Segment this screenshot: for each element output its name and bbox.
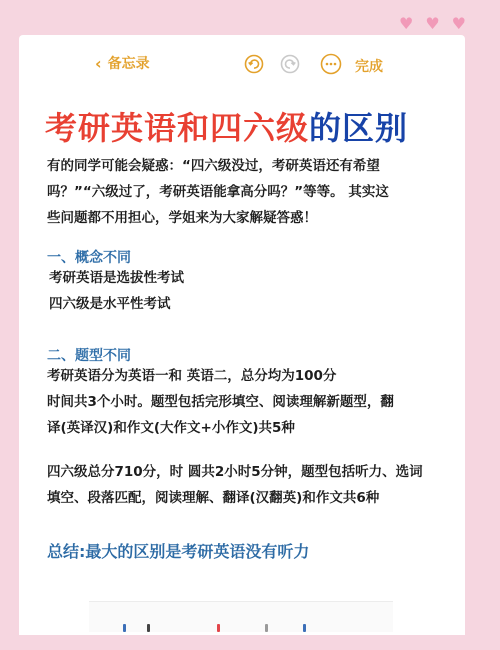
section2-line: 考研英语分为英语一和 英语二，总分均为100分: [47, 368, 337, 384]
section2-line: 四六级总分710分，时 圆共2小时5分钟，题型包括听力、选词: [47, 464, 423, 480]
section1-line: 四六级是水平性考试: [49, 296, 171, 312]
title-part-red: 考研英语和四六级: [45, 109, 310, 147]
pen-icon: [217, 624, 220, 632]
section2-line: 译(英译汉)和作文(大作文+小作文)共5种: [47, 420, 295, 436]
section1-heading: 一、概念不同: [47, 250, 131, 266]
pen-icon: [147, 624, 150, 632]
intro-line: 些问题都不用担心，学姐来为大家解疑答惑！: [47, 210, 317, 226]
chevron-left-icon: ‹: [95, 53, 102, 73]
decorative-hearts: [399, 16, 466, 32]
summary-text: 总结:最大的区别是考研英语没有听力: [47, 542, 310, 561]
section2-heading: 二、题型不同: [47, 348, 131, 364]
edit-history-icons: [243, 53, 301, 75]
section2-kaoyan-body: [47, 363, 447, 441]
done-button[interactable]: 完成: [355, 59, 383, 75]
intro-paragraph: [47, 153, 447, 231]
title-part-blue: 的区别: [309, 109, 409, 147]
heart-icon: ♥: [398, 14, 414, 33]
section2-cet-body: [47, 459, 457, 511]
note-card: [19, 35, 465, 635]
heart-icon: ♥: [451, 14, 466, 33]
pen-icon: [303, 624, 306, 632]
section2-line: 时间共3个小时。题型包括完形填空、阅读理解新题型，翻: [47, 394, 394, 410]
back-button[interactable]: [95, 53, 150, 73]
heart-icon: ♥: [425, 14, 440, 33]
back-label: 备忘录: [107, 56, 150, 72]
pen-icon: [265, 624, 268, 632]
bottom-decorative-strip: [89, 601, 393, 632]
note-toolbar: [19, 53, 465, 79]
section1-body: [49, 265, 449, 317]
section2-line: 填空、段落匹配，阅读理解、翻译(汉翻英)和作文共6种: [47, 490, 380, 506]
intro-line: 吗？”“六级过了，考研英语能拿高分吗？”等等。 其实这: [47, 184, 389, 200]
redo-icon[interactable]: [279, 53, 301, 75]
section1-line: 考研英语是选拔性考试: [49, 270, 184, 286]
more-icon[interactable]: [320, 53, 342, 75]
page-title: [45, 103, 465, 149]
intro-line: 有的同学可能会疑惑：“四六级没过，考研英语还有希望: [47, 158, 380, 174]
undo-icon[interactable]: [243, 53, 265, 75]
pen-icon: [123, 624, 126, 632]
